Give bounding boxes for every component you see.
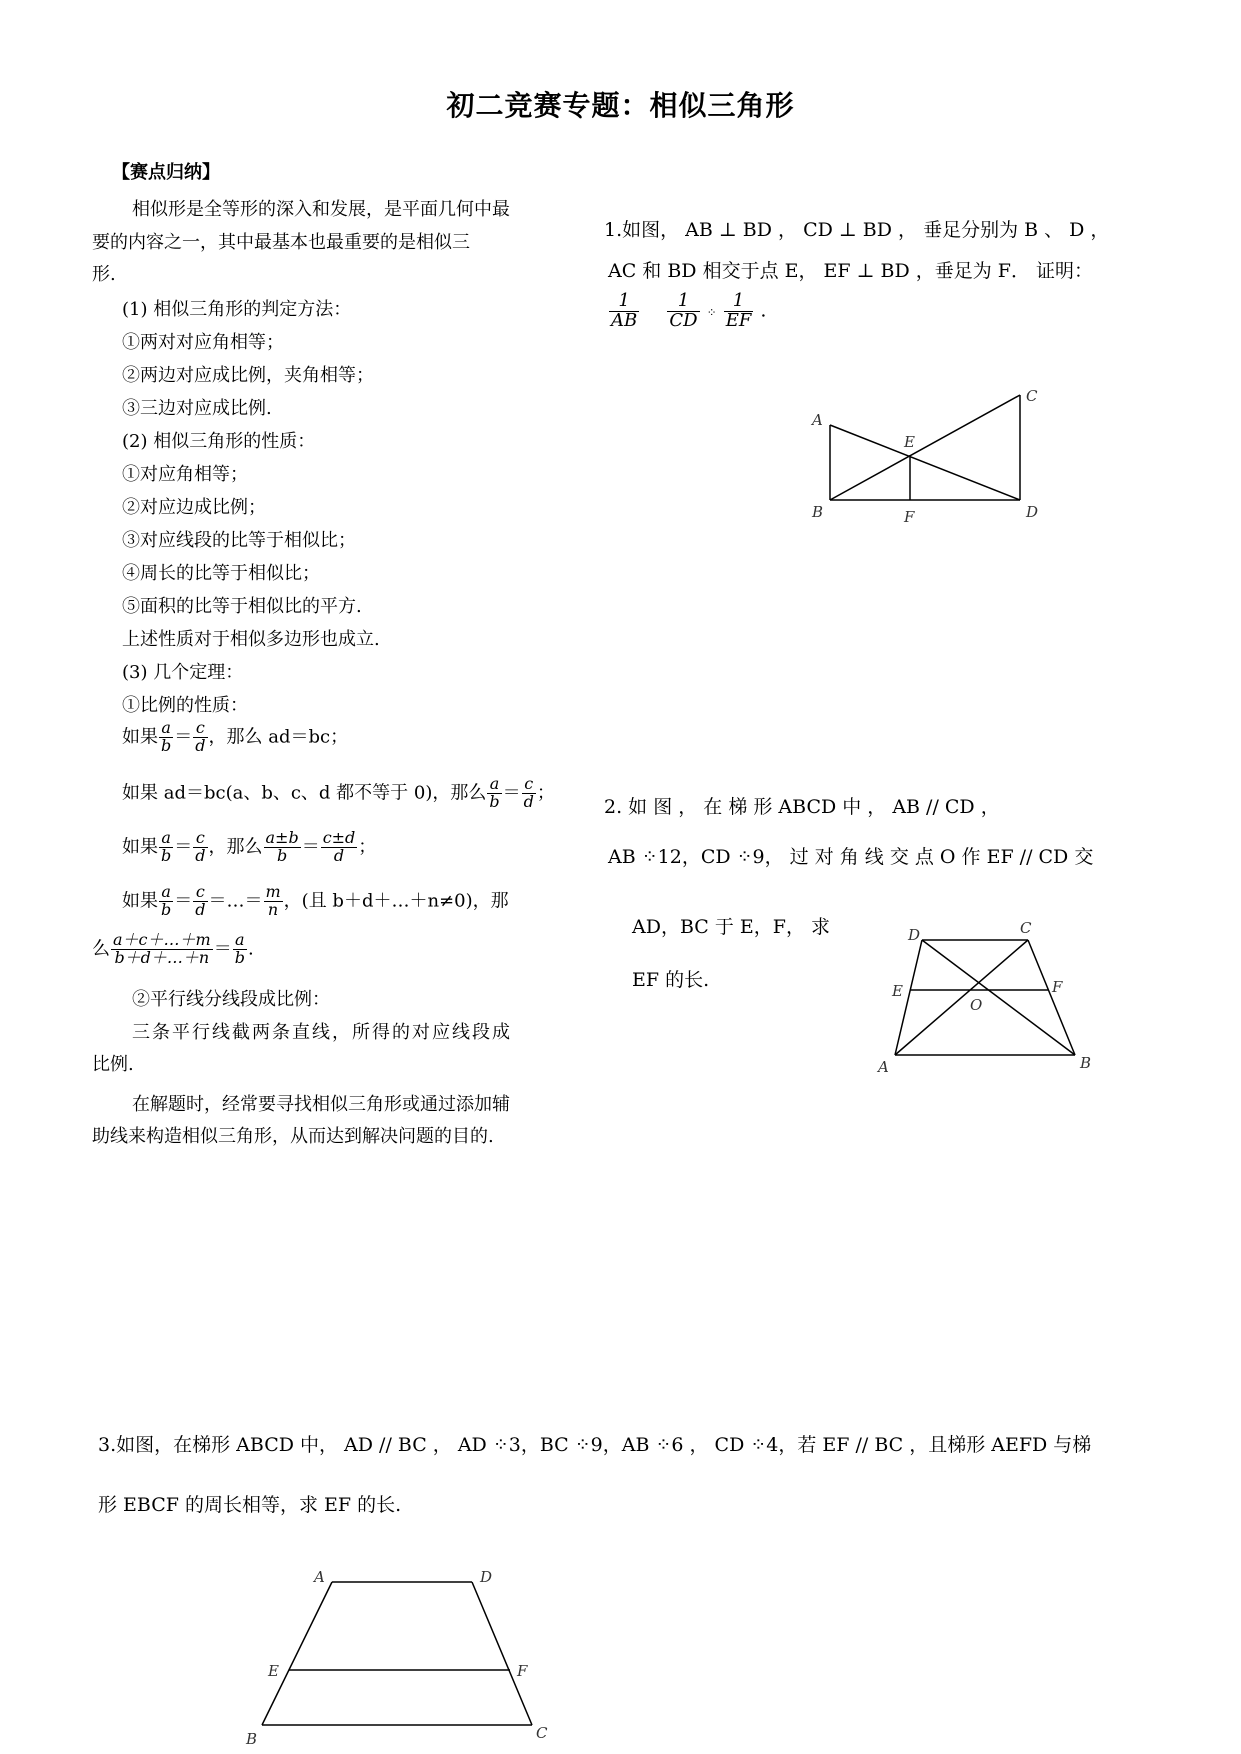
- label-e: E: [268, 1662, 279, 1680]
- label-a: A: [812, 411, 823, 429]
- fraction: $\frac{a}{b}$: [489, 774, 500, 811]
- closing-1: 在解题时，经常要寻找相似三角形或通过添加辅: [132, 1094, 510, 1115]
- formula-4: 如果 $\frac{a}{b}$ ＝ $\frac{c}{d}$ ＝…＝ $\frac{m}{n}$ ，(且 b＋d＋…＋n≠0)，那: [122, 882, 509, 919]
- fraction: $\frac{c\pm d}{d}$: [322, 828, 356, 865]
- segment-ab: [262, 1582, 332, 1725]
- q3-figure: [240, 1560, 570, 1750]
- page-title: 初二竞赛专题：相似三角形: [446, 89, 795, 122]
- q2-line-1: 2. 如 图 ， 在 梯 形 ABCD 中 ， AB // CD ，: [604, 796, 1000, 818]
- formula-1: 如果 $\frac{a}{b}$ ＝ $\frac{c}{d}$ ，那么 ad＝bc；: [122, 718, 349, 755]
- summary-section: [92, 150, 592, 1147]
- fraction: $\frac{a}{b}$: [161, 718, 172, 755]
- section-1-heading: (1) 相似三角形的判定方法：: [122, 299, 352, 320]
- section-2-item-a: ①对应角相等；: [122, 464, 248, 485]
- label-c: C: [536, 1724, 548, 1742]
- label-f: F: [517, 1662, 528, 1680]
- q3-line-1: 3.如图，在梯形 ABCD 中， AD // BC ， AD ⁘3，BC ⁘9，AB ⁘6 ， CD ⁘4，若 EF // BC ，且梯形 AEFD 与梯: [98, 1434, 1092, 1456]
- fraction: $\frac{c}{d}$: [195, 828, 206, 865]
- section-3-item-a: ①比例的性质：: [122, 695, 248, 716]
- section-1-item-b: ②两边对应成比例，夹角相等；: [122, 365, 374, 386]
- formula-3: 如果 $\frac{a}{b}$ ＝ $\frac{c}{d}$ ，那么 $\frac{a\pm b}{b}$ ＝ $\frac{c\pm d}{d}$ ；: [122, 828, 377, 865]
- closing-2: 助线来构造相似三角形，从而达到解决问题的目的.: [92, 1126, 494, 1147]
- fraction: $\frac{1}{AB}$: [611, 290, 638, 331]
- section-3-heading: (3) 几个定理：: [122, 662, 244, 683]
- q1-figure: [800, 385, 1060, 535]
- section-2-heading: (2) 相似三角形的性质：: [122, 431, 316, 452]
- label-d: D: [908, 926, 921, 944]
- section-1-item-a: ①两对对应角相等；: [122, 332, 284, 353]
- fraction: $\frac{c}{d}$: [195, 882, 206, 919]
- q2-line-3: AD，BC 于 E，F， 求: [632, 916, 830, 938]
- q2-line-2: AB ⁘12，CD ⁘9， 过 对 角 线 交 点 O 作 EF // CD 交: [608, 846, 1094, 868]
- fraction: $\frac{a}{b}$: [234, 930, 245, 967]
- fraction: $\frac{1}{CD}$: [669, 290, 698, 331]
- q1-formula: $\frac{1}{AB}$ $\frac{1}{CD}$ ⁘ $\frac{1}{EF}$ .: [611, 290, 767, 331]
- label-d: D: [480, 1568, 493, 1586]
- fraction: $\frac{1}{EF}$: [725, 290, 752, 331]
- segment-ad: [830, 425, 1020, 500]
- label-e: E: [904, 433, 915, 451]
- q2-figure: [870, 920, 1100, 1075]
- section-2-note: 上述性质对于相似多边形也成立.: [122, 629, 380, 650]
- parallel-theorem-2: 比例.: [92, 1054, 134, 1075]
- section-2-item-e: ⑤面积的比等于相似比的平方.: [122, 596, 362, 617]
- q2-line-4: EF 的长.: [632, 969, 710, 991]
- label-a: A: [878, 1058, 889, 1075]
- q1-line-1: 1.如图， AB ⊥ BD ， CD ⊥ BD ， 垂足分别为 B 、 D ，: [604, 219, 1110, 241]
- segment-ac: [895, 940, 1028, 1055]
- label-c: C: [1026, 387, 1038, 405]
- fraction: $\frac{a}{b}$: [161, 828, 172, 865]
- fraction: $\frac{c}{d}$: [523, 774, 534, 811]
- fraction: $\frac{m}{n}$: [265, 882, 281, 919]
- section-2-item-c: ③对应线段的比等于相似比；: [122, 530, 356, 551]
- summary-heading: 【赛点归纳】: [112, 162, 220, 183]
- label-f: F: [1052, 978, 1063, 996]
- label-b: B: [812, 503, 824, 521]
- fraction: $\frac{a+c+\dots+m}{b+d+\dots+n}$: [113, 930, 211, 967]
- label-c: C: [1020, 920, 1032, 937]
- parallel-theorem-1: 三条平行线截两条直线，所得的对应线段成: [132, 1022, 512, 1043]
- section-3-item-b: ②平行线分线段成比例：: [132, 989, 330, 1010]
- label-o: O: [970, 996, 983, 1014]
- section-2-item-d: ④周长的比等于相似比；: [122, 563, 320, 584]
- formula-2: 如果 ad＝bc(a、b、c、d 都不等于 0)，那么 $\frac{a}{b}$ ＝ $\frac{c}{d}$ ；: [122, 774, 555, 811]
- fraction: $\frac{a\pm b}{b}$: [265, 828, 299, 865]
- formula-5: 么 $\frac{a+c+\dots+m}{b+d+\dots+n}$ ＝ $\frac{a}{b}$ .: [92, 930, 254, 967]
- q1-line-2: AC 和 BD 相交于点 E， EF ⊥ BD ，垂足为 F． 证明：: [608, 260, 1094, 282]
- summary-intro-1: 相似形是全等形的深入和发展，是平面几何中最: [132, 199, 510, 220]
- fraction: $\frac{a}{b}$: [161, 882, 172, 919]
- label-a: A: [314, 1568, 325, 1586]
- segment-bc: [830, 395, 1020, 500]
- label-f: F: [904, 508, 915, 526]
- fraction: $\frac{c}{d}$: [195, 718, 206, 755]
- label-b: B: [246, 1730, 258, 1748]
- label-e: E: [892, 982, 903, 1000]
- label-d: D: [1026, 503, 1039, 521]
- label-b: B: [1080, 1054, 1092, 1072]
- q3-line-2: 形 EBCF 的周长相等，求 EF 的长.: [98, 1494, 402, 1516]
- summary-intro-2: 要的内容之一，其中最基本也最重要的是相似三: [92, 232, 470, 253]
- section-2-item-b: ②对应边成比例；: [122, 497, 266, 518]
- segment-dc: [472, 1582, 532, 1725]
- summary-intro-3: 形.: [92, 264, 116, 285]
- section-1-item-c: ③三边对应成比例.: [122, 398, 272, 419]
